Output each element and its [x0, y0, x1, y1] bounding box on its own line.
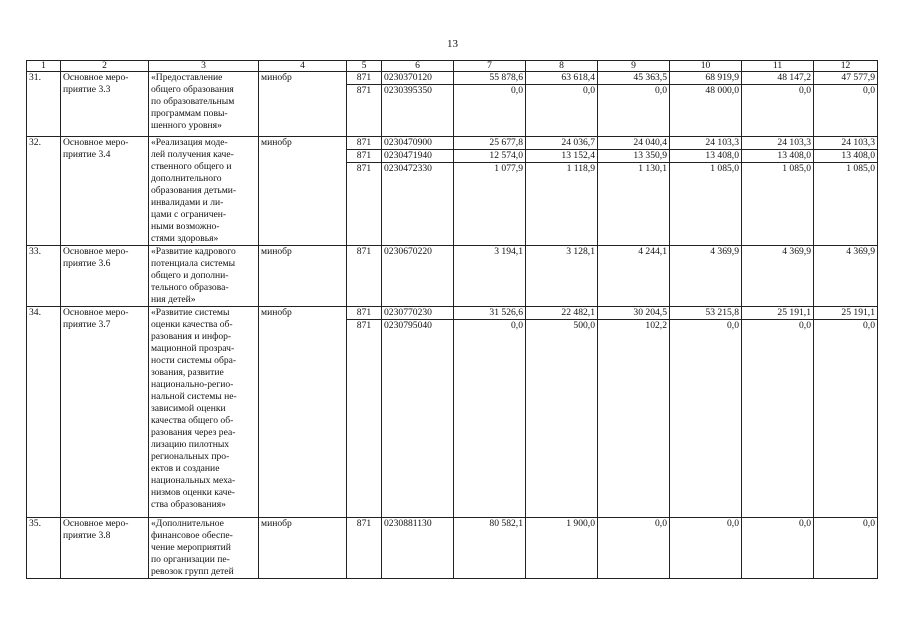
budget-code: 0230795040	[384, 320, 432, 331]
amount-value: 13 152,4	[526, 150, 597, 163]
amount-value: 500,0	[573, 320, 595, 331]
budget-code: 0230770230	[382, 307, 453, 320]
measure-description-line: ревозок групп детей	[151, 566, 234, 577]
amount-cell	[670, 137, 742, 246]
amount-cell	[670, 307, 742, 518]
amount-cell	[742, 518, 814, 579]
amount-value: 53 215,8	[670, 307, 741, 320]
amount-value: 24 040,4	[598, 137, 669, 150]
table-body	[27, 72, 878, 579]
amount-value: 24 103,3	[670, 137, 741, 150]
amount-cell	[814, 72, 878, 137]
amount-value: 0,0	[863, 85, 875, 96]
amount-cell	[598, 246, 670, 307]
row-number: 31.	[29, 72, 41, 83]
measure-name-line: приятие 3.7	[63, 319, 111, 330]
measure-description-line: финансовое обеспе-	[151, 530, 233, 541]
amount-value: 45 363,5	[598, 72, 669, 85]
amount-value: 1 085,0	[846, 163, 875, 174]
measure-name-line: Основное меро-	[63, 72, 129, 83]
amount-cell	[598, 72, 670, 137]
amount-value: 55 878,6	[454, 72, 525, 85]
measure-description-line: инвалидами и ли-	[151, 197, 224, 208]
measure-description-line: тельного образова-	[151, 282, 229, 293]
amount-value: 0,0	[655, 85, 667, 96]
amount-value: 0,0	[583, 85, 595, 96]
measure-description-line: оценки качества об-	[151, 319, 233, 330]
amount-value: 1 085,0	[782, 163, 811, 174]
measure-description-line: «Развитие системы	[151, 307, 230, 318]
measure-name-cell	[61, 137, 149, 246]
row-number-cell	[27, 246, 61, 307]
amount-value: 1 085,0	[710, 163, 739, 174]
measure-description-line: общего образования	[151, 84, 234, 95]
amount-cell	[454, 518, 526, 579]
grbs-code-cell	[347, 137, 382, 246]
measure-description-line: качества общего об-	[151, 415, 234, 426]
amount-value: 48 147,2	[742, 72, 813, 85]
table-row	[27, 246, 878, 307]
budget-code-cell	[382, 518, 454, 579]
executor-name: минобр	[261, 137, 292, 148]
amount-value: 25 191,1	[742, 307, 813, 320]
amount-cell	[670, 518, 742, 579]
budget-code-cell	[382, 72, 454, 137]
measure-name-line: приятие 3.6	[63, 258, 111, 269]
grbs-code-cell	[347, 518, 382, 579]
amount-cell	[454, 72, 526, 137]
row-number-cell	[27, 307, 61, 518]
budget-table	[26, 60, 878, 579]
executor-name: минобр	[261, 246, 292, 257]
amount-value: 24 103,3	[814, 137, 877, 150]
measure-description-cell	[149, 72, 259, 137]
row-number-cell	[27, 137, 61, 246]
measure-description-cell	[149, 307, 259, 518]
amount-value: 102,2	[645, 320, 667, 331]
row-number: 34.	[29, 307, 41, 318]
amount-cell	[454, 137, 526, 246]
amount-value: 4 369,9	[782, 246, 811, 257]
measure-name-cell	[61, 518, 149, 579]
column-header: 10	[670, 61, 742, 72]
amount-value: 3 128,1	[566, 246, 595, 257]
amount-cell	[742, 137, 814, 246]
amount-value: 47 577,9	[814, 72, 877, 85]
amount-cell	[598, 137, 670, 246]
column-header: 6	[382, 61, 454, 72]
measure-description-line: лизацию пилотных	[151, 439, 230, 450]
amount-value: 0,0	[727, 518, 739, 529]
row-number: 35.	[29, 518, 41, 529]
measure-description-line: общего и дополни-	[151, 270, 229, 281]
amount-value: 24 036,7	[526, 137, 597, 150]
amount-cell	[526, 518, 598, 579]
measure-description-cell	[149, 518, 259, 579]
executor-cell	[259, 246, 347, 307]
measure-description-line: потенциала системы	[151, 258, 236, 269]
budget-code: 0230370120	[382, 72, 453, 85]
budget-code: 0230881130	[384, 518, 432, 529]
amount-value: 0,0	[863, 320, 875, 331]
amount-cell	[598, 307, 670, 518]
amount-value: 31 526,6	[454, 307, 525, 320]
measure-description-line: зования, развитие	[151, 367, 224, 378]
amount-cell	[742, 72, 814, 137]
budget-code: 0230670220	[384, 246, 432, 257]
measure-description-line: разования и инфор-	[151, 331, 232, 342]
measure-description-line: программам повы-	[151, 108, 228, 119]
amount-value: 1 130,1	[638, 163, 667, 174]
executor-cell	[259, 137, 347, 246]
executor-name: минобр	[261, 72, 292, 83]
table-row	[27, 518, 878, 579]
measure-description-line: «Предоставление	[151, 72, 223, 83]
measure-name-line: Основное меро-	[63, 307, 129, 318]
measure-description-cell	[149, 137, 259, 246]
measure-description-line: ными возможно-	[151, 221, 220, 232]
measure-description-line: ства образования»	[151, 499, 226, 510]
amount-value: 0,0	[799, 85, 811, 96]
budget-code-cell	[382, 246, 454, 307]
amount-value: 1 118,9	[566, 163, 595, 174]
amount-value: 63 618,4	[526, 72, 597, 85]
column-header: 11	[742, 61, 814, 72]
amount-cell	[598, 518, 670, 579]
measure-name-cell	[61, 72, 149, 137]
amount-value: 0,0	[799, 320, 811, 331]
amount-value: 0,0	[727, 320, 739, 331]
column-header: 1	[27, 61, 61, 72]
budget-code: 0230470900	[382, 137, 453, 150]
budget-code-cell	[382, 137, 454, 246]
amount-value: 0,0	[511, 320, 523, 331]
row-number-cell	[27, 72, 61, 137]
column-header: 12	[814, 61, 878, 72]
page-number: 13	[447, 38, 458, 50]
amount-cell	[742, 246, 814, 307]
amount-cell	[814, 137, 878, 246]
measure-description-line: ности системы обра-	[151, 355, 237, 366]
amount-value: 68 919,9	[670, 72, 741, 85]
budget-code-cell	[382, 307, 454, 518]
budget-code: 0230472330	[384, 163, 432, 174]
amount-value: 48 000,0	[705, 85, 739, 96]
amount-value: 25 677,8	[454, 137, 525, 150]
row-number: 33.	[29, 246, 41, 257]
measure-description-line: дополнительного	[151, 173, 222, 184]
amount-cell	[454, 307, 526, 518]
amount-value: 12 574,0	[454, 150, 525, 163]
budget-code: 0230471940	[382, 150, 453, 163]
measure-description-line: низмов оценки каче-	[151, 487, 235, 498]
measure-name-cell	[61, 246, 149, 307]
measure-description-line: шенного уровня»	[151, 120, 222, 131]
amount-value: 4 244,1	[638, 246, 667, 257]
amount-value: 13 350,9	[598, 150, 669, 163]
amount-cell	[526, 307, 598, 518]
measure-name-line: приятие 3.8	[63, 530, 111, 541]
measure-description-line: «Реализация моде-	[151, 137, 228, 148]
measure-description-line: лей получения каче-	[151, 149, 234, 160]
grbs-code-cell	[347, 246, 382, 307]
measure-description-line: ственного общего и	[151, 161, 232, 172]
amount-value: 25 191,1	[814, 307, 877, 320]
measure-description-line: цами с ограничен-	[151, 209, 227, 220]
amount-cell	[742, 307, 814, 518]
measure-description-line: мационной прозрач-	[151, 343, 235, 354]
grbs-code: 871	[356, 518, 372, 529]
grbs-code: 871	[347, 72, 381, 85]
executor-cell	[259, 72, 347, 137]
amount-value: 4 369,9	[846, 246, 875, 257]
column-header: 7	[454, 61, 526, 72]
measure-description-line: нальной системы не-	[151, 391, 237, 402]
amount-cell	[670, 72, 742, 137]
measure-description-line: ектов и создание	[151, 463, 220, 474]
grbs-code: 871	[356, 85, 372, 96]
amount-value: 0,0	[511, 85, 523, 96]
column-header: 5	[347, 61, 382, 72]
grbs-code-cell	[347, 307, 382, 518]
measure-description-line: стями здоровья»	[151, 233, 219, 244]
column-header: 9	[598, 61, 670, 72]
measure-description-line: региональных про-	[151, 451, 230, 462]
amount-cell	[814, 307, 878, 518]
grbs-code: 871	[356, 320, 372, 331]
measure-description-line: по образовательным	[151, 96, 235, 107]
amount-cell	[526, 137, 598, 246]
grbs-code: 871	[356, 163, 372, 174]
amount-value: 0,0	[799, 518, 811, 529]
amount-cell	[454, 246, 526, 307]
table-row	[27, 137, 878, 246]
row-number: 32.	[29, 137, 41, 148]
column-header: 4	[259, 61, 347, 72]
measure-name-line: Основное меро-	[63, 137, 129, 148]
executor-cell	[259, 518, 347, 579]
executor-name: минобр	[261, 518, 292, 529]
measure-name-cell	[61, 307, 149, 518]
amount-cell	[814, 518, 878, 579]
measure-description-line: «Дополнительное	[151, 518, 224, 529]
amount-value: 13 408,0	[670, 150, 741, 163]
amount-value: 80 582,1	[489, 518, 523, 529]
amount-value: 4 369,9	[710, 246, 739, 257]
measure-description-line: разования через реа-	[151, 427, 236, 438]
measure-description-line: по организации пе-	[151, 554, 230, 565]
measure-description-line: чение мероприятий	[151, 542, 231, 553]
executor-cell	[259, 307, 347, 518]
amount-value: 0,0	[863, 518, 875, 529]
amount-value: 3 194,1	[494, 246, 523, 257]
amount-value: 13 408,0	[814, 150, 877, 163]
column-header: 8	[526, 61, 598, 72]
measure-name-line: Основное меро-	[63, 518, 129, 529]
measure-name-line: Основное меро-	[63, 246, 129, 257]
measure-name-line: приятие 3.3	[63, 84, 111, 95]
measure-description-line: образования детьми-	[151, 185, 237, 196]
measure-description-line: национально-регио-	[151, 379, 234, 390]
table-row	[27, 72, 878, 137]
amount-value: 1 077,9	[494, 163, 523, 174]
amount-value: 30 204,5	[598, 307, 669, 320]
grbs-code: 871	[347, 137, 381, 150]
grbs-code: 871	[356, 246, 372, 257]
measure-name-line: приятие 3.4	[63, 149, 111, 160]
column-header: 3	[149, 61, 259, 72]
amount-value: 22 482,1	[526, 307, 597, 320]
measure-description-line: зависимой оценки	[151, 403, 226, 414]
amount-cell	[526, 246, 598, 307]
amount-value: 24 103,3	[742, 137, 813, 150]
grbs-code-cell	[347, 72, 382, 137]
measure-description-line: «Развитие кадрового	[151, 246, 236, 257]
grbs-code: 871	[347, 150, 381, 163]
column-header: 2	[61, 61, 149, 72]
measure-description-cell	[149, 246, 259, 307]
amount-cell	[814, 246, 878, 307]
header-row	[27, 61, 878, 72]
table-row	[27, 307, 878, 518]
amount-cell	[670, 246, 742, 307]
budget-code: 0230395350	[384, 85, 432, 96]
measure-description-line: национальных меха-	[151, 475, 236, 486]
row-number-cell	[27, 518, 61, 579]
grbs-code: 871	[347, 307, 381, 320]
amount-cell	[526, 72, 598, 137]
measure-description-line: ния детей»	[151, 294, 196, 305]
amount-value: 13 408,0	[742, 150, 813, 163]
amount-value: 1 900,0	[566, 518, 595, 529]
executor-name: минобр	[261, 307, 292, 318]
amount-value: 0,0	[655, 518, 667, 529]
